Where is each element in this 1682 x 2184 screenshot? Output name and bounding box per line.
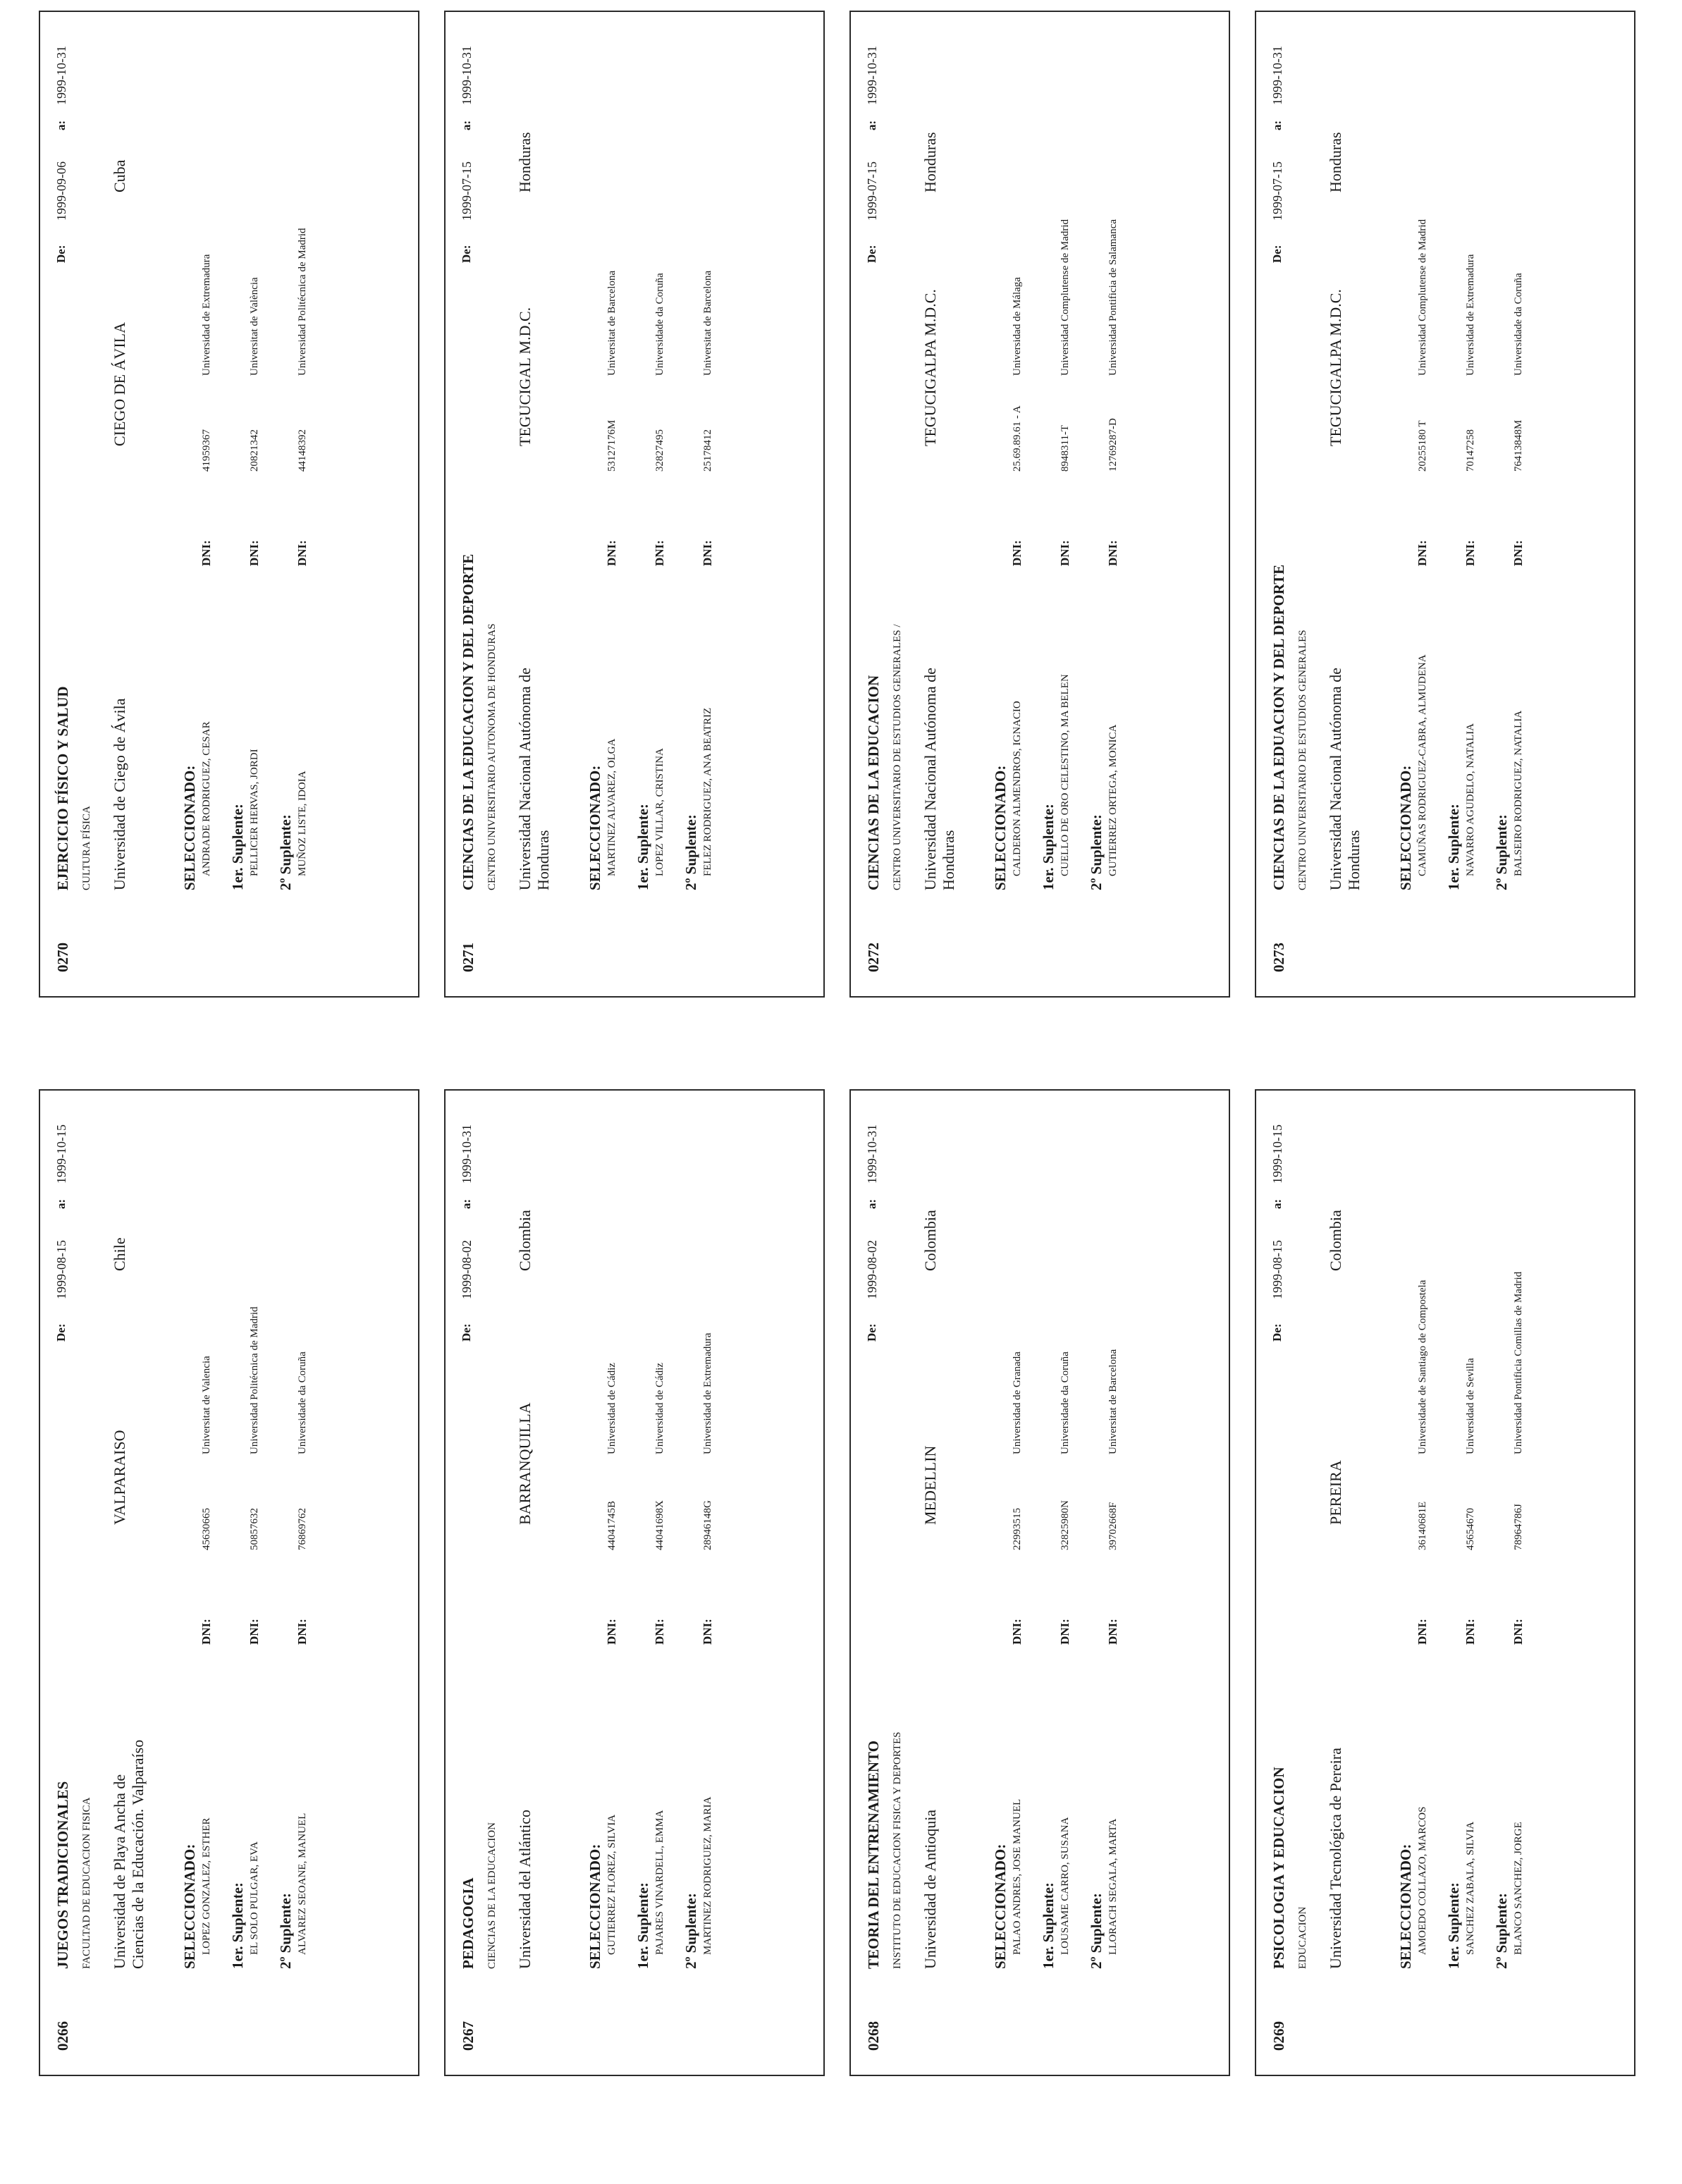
allocation-card-0266 [39, 1089, 419, 2076]
dni-label: DNI: [1010, 540, 1024, 566]
second-substitute-name: BLANCO SANCHEZ, JORGE [1513, 1822, 1524, 1955]
course-title: CIENCIAS DE LA EDUACION Y DEL DEPORTE [1270, 564, 1287, 890]
first-substitute-name: NAVARRO AGUDELO, NATALIA [1465, 723, 1476, 876]
dni-value: 39702668F [1107, 1502, 1119, 1550]
from-date: 1999-09-06 [54, 161, 68, 221]
selected-label: SELECCIONADO: [992, 1843, 1009, 1969]
candidate-university: Universidad de Málaga [1012, 277, 1023, 376]
first-substitute-label: 1er. Suplente: [1445, 804, 1462, 890]
selected-name: CALDERON ALMENDROS, IGNACIO [1012, 701, 1023, 876]
allocation-card-0267 [444, 1089, 825, 2076]
first-substitute-label: 1er. Suplente: [1445, 1882, 1462, 1969]
allocation-card-0270 [39, 11, 419, 998]
dni-label: DNI: [653, 1619, 666, 1645]
candidate-university: Universidad Complutense de Madrid [1060, 219, 1071, 376]
dni-label: DNI: [295, 1619, 309, 1645]
from-date: 1999-08-02 [460, 1240, 474, 1299]
country: Chile [111, 1237, 128, 1271]
city: CIEGO DE ÁVILA [111, 322, 128, 446]
dni-label: DNI: [1058, 540, 1072, 566]
candidate-university: Universidad de Cádiz [654, 1363, 665, 1454]
faculty: EDUCACION [1297, 1906, 1308, 1969]
country: Colombia [1327, 1210, 1344, 1271]
candidate-university: Universitat de Barcelona [702, 270, 713, 376]
dni-label: DNI: [1511, 1619, 1525, 1645]
to-date: 1999-10-31 [460, 1124, 474, 1184]
second-substitute-name: BALSEIRO RODRIGUEZ, NATALIA [1513, 710, 1524, 876]
first-substitute-label: 1er. Suplente: [634, 1882, 651, 1969]
dni-label: DNI: [1511, 540, 1525, 566]
dni-value: 22993515 [1012, 1508, 1023, 1550]
host-university: Universidad Nacional Autónoma de Honduras [1327, 668, 1363, 890]
to-date: 1999-10-15 [1270, 1124, 1284, 1184]
to-label: a: [54, 120, 68, 130]
dni-value: 25178412 [702, 429, 713, 472]
allocation-card-0269 [1255, 1089, 1635, 2076]
dni-value: 50857632 [249, 1508, 260, 1550]
from-label: De: [865, 1323, 878, 1342]
city: MEDELLIN [921, 1445, 939, 1525]
to-label: a: [460, 1198, 473, 1209]
dni-value: 41959367 [201, 429, 212, 472]
dni-label: DNI: [1463, 540, 1477, 566]
dni-label: DNI: [653, 540, 666, 566]
card-code: 0272 [865, 943, 882, 972]
selected-name: ANDRADE RODRIGUEZ, CESAR [201, 721, 212, 876]
allocation-card-0268 [849, 1089, 1230, 2076]
selected-name: GUTIERREZ FLOREZ, SILVIA [606, 1814, 618, 1955]
dni-value: 70147258 [1465, 429, 1476, 472]
candidate-university: Universidad de Extremadura [702, 1332, 713, 1454]
second-substitute-name: LLORACH SEGALA, MARTA [1107, 1818, 1119, 1955]
dni-value: 32825980N [1060, 1500, 1071, 1550]
selected-label: SELECCIONADO: [587, 765, 603, 890]
dni-label: DNI: [1106, 1619, 1119, 1645]
candidate-university: Universidad de Cádiz [606, 1363, 618, 1454]
second-substitute-label: 2º Suplente: [682, 1893, 699, 1969]
second-substitute-label: 2º Suplente: [1493, 814, 1510, 890]
dni-label: DNI: [701, 540, 714, 566]
candidate-university: Universitat de Valencia [201, 1356, 212, 1454]
from-label: De: [1270, 245, 1284, 263]
first-substitute-name: SANCHEZ ZABALA, SILVIA [1465, 1821, 1476, 1955]
selected-label: SELECCIONADO: [181, 765, 198, 890]
first-substitute-label: 1er. Suplente: [1040, 1882, 1057, 1969]
second-substitute-label: 2º Suplente: [682, 814, 699, 890]
to-label: a: [865, 120, 878, 130]
from-label: De: [460, 1323, 473, 1342]
second-substitute-name: MUÑOZ LISTE, IDOIA [297, 771, 308, 876]
dni-value: 45654670 [1465, 1508, 1476, 1550]
city: BARRANQUILLA [516, 1402, 534, 1525]
first-substitute-name: PAJARES VINARDELL, EMMA [654, 1810, 665, 1955]
from-date: 1999-07-15 [460, 161, 474, 221]
dni-label: DNI: [605, 540, 618, 566]
faculty: CENTRO UNIVERSITARIO DE ESTUDIOS GENERALES / [892, 624, 903, 890]
dni-label: DNI: [1416, 1619, 1429, 1645]
to-date: 1999-10-31 [460, 46, 474, 105]
from-date: 1999-08-02 [865, 1240, 879, 1299]
faculty: CIENCIAS DE LA EDUCACION [486, 1822, 498, 1969]
first-substitute-name: PELLICER HERVAS, JORDI [249, 749, 260, 876]
course-title: JUEGOS TRADICIONALES [54, 1781, 71, 1969]
card-code: 0267 [460, 2021, 477, 2051]
selected-name: MARTINEZ ALVAREZ, OLGA [606, 738, 618, 876]
dni-value: 44041745B [606, 1500, 618, 1550]
host-university: Universidad Nacional Autónoma de Honduras [921, 668, 957, 890]
city: TEGUCIGAL M.D.C. [516, 307, 534, 446]
selected-name: PALAO ANDRES, JOSE MANUEL [1012, 1798, 1023, 1955]
dni-label: DNI: [1010, 1619, 1024, 1645]
city: VALPARAISO [111, 1430, 128, 1525]
faculty: CULTURA FÍSICA [81, 806, 92, 890]
host-university: Universidad de Ciego de Ávila [111, 698, 128, 890]
dni-label: DNI: [1416, 540, 1429, 566]
second-substitute-label: 2º Suplente: [277, 814, 294, 890]
dni-value: 44148392 [297, 429, 308, 472]
from-label: De: [54, 1323, 68, 1342]
dni-value: 20255180 T [1417, 420, 1428, 472]
faculty: FACULTAD DE EDUCACION FISICA [81, 1797, 92, 1969]
country: Honduras [516, 132, 534, 192]
second-substitute-name: MARTINEZ RODRIGUEZ, MARIA [702, 1796, 713, 1955]
first-substitute-name: LOUSAME CARRO, SUSANA [1060, 1817, 1071, 1955]
to-date: 1999-10-31 [865, 46, 879, 105]
to-label: a: [460, 120, 473, 130]
first-substitute-label: 1er. Suplente: [634, 804, 651, 890]
from-date: 1999-07-15 [1270, 161, 1284, 221]
dni-value: 45630665 [201, 1508, 212, 1550]
from-date: 1999-08-15 [54, 1240, 68, 1299]
country: Colombia [921, 1210, 939, 1271]
card-code: 0273 [1270, 943, 1287, 972]
from-label: De: [460, 245, 473, 263]
card-code: 0270 [54, 943, 71, 972]
to-date: 1999-10-31 [865, 1124, 879, 1184]
course-title: PEDAGOGIA [460, 1877, 477, 1969]
second-substitute-label: 2º Suplente: [1088, 1893, 1105, 1969]
first-substitute-label: 1er. Suplente: [229, 1882, 246, 1969]
dni-label: DNI: [1058, 1619, 1072, 1645]
dni-label: DNI: [1106, 540, 1119, 566]
faculty: INSTITUTO DE EDUCACION FISICA Y DEPORTES [892, 1731, 903, 1969]
host-university: Universidad Tecnológica de Pereira [1327, 1748, 1344, 1969]
dni-label: DNI: [295, 540, 309, 566]
dni-value: 25.69.89.61 - A [1012, 405, 1023, 472]
course-title: EJERCICIO FÍSICO Y SALUD [54, 686, 71, 890]
host-university: Universidad Nacional Autónoma de Honduras [516, 668, 552, 890]
candidate-university: Universidade da Coruña [1060, 1351, 1071, 1454]
first-substitute-name: LOPEZ VILLAR, CRISTINA [654, 748, 665, 876]
dni-value: 76869762 [297, 1508, 308, 1550]
country: Honduras [921, 132, 939, 192]
card-code: 0269 [1270, 2021, 1287, 2051]
candidate-university: Universidade da Coruña [654, 273, 665, 376]
second-substitute-label: 2º Suplente: [277, 1893, 294, 1969]
host-university: Universidad de Playa Ancha de Ciencias de la Educación. Valparaíso [111, 1739, 147, 1969]
candidate-university: Universidad Pontificia Comillas de Madrid [1513, 1271, 1524, 1454]
candidate-university: Universidad Complutense de Madrid [1417, 219, 1428, 376]
city: PEREIRA [1327, 1460, 1344, 1525]
selected-label: SELECCIONADO: [587, 1843, 603, 1969]
allocation-card-0271 [444, 11, 825, 998]
allocation-card-0272 [849, 11, 1230, 998]
candidate-university: Universidad de Extremadura [201, 254, 212, 376]
dni-value: 28946148G [702, 1500, 713, 1550]
dni-label: DNI: [247, 1619, 261, 1645]
second-substitute-name: FELEZ RODRIGUEZ, ANA BEATRIZ [702, 707, 713, 876]
dni-value: 78964786J [1513, 1504, 1524, 1550]
selected-name: AMOEDO COLLAZO, MARCOS [1417, 1806, 1428, 1955]
card-code: 0268 [865, 2021, 882, 2051]
selected-label: SELECCIONADO: [992, 765, 1009, 890]
to-date: 1999-10-31 [1270, 46, 1284, 105]
country: Colombia [516, 1210, 534, 1271]
to-label: a: [54, 1198, 68, 1209]
dni-label: DNI: [605, 1619, 618, 1645]
host-university: Universidad de Antioquia [921, 1809, 939, 1969]
dni-label: DNI: [1463, 1619, 1477, 1645]
dni-label: DNI: [199, 1619, 213, 1645]
dni-value: 32827495 [654, 429, 665, 472]
from-date: 1999-08-15 [1270, 1240, 1284, 1299]
first-substitute-name: CUELLO DE ORO CELESTINO, MA BELEN [1060, 674, 1071, 876]
course-title: CIENCIAS DE LA EDUCACION Y DEL DEPORTE [460, 553, 477, 890]
course-title: CIENCIAS DE LA EDUCACION [865, 675, 882, 890]
from-label: De: [54, 245, 68, 263]
candidate-university: Universitat de Barcelona [1107, 1349, 1119, 1454]
course-title: PSICOLOGIA Y EDUCACION [1270, 1767, 1287, 1969]
country: Cuba [111, 159, 128, 192]
faculty: CENTRO UNIVERSITARIO AUTONOMA DE HONDURAS [486, 623, 498, 890]
first-substitute-label: 1er. Suplente: [229, 804, 246, 890]
first-substitute-name: EL SOLO PULGAR, EVA [249, 1841, 260, 1955]
candidate-university: Universidad de Sevilla [1465, 1358, 1476, 1454]
allocation-card-0273 [1255, 11, 1635, 998]
city: TEGUCIGALPA M.D.C. [921, 289, 939, 446]
dni-value: 36140681E [1417, 1501, 1428, 1550]
dni-value: 53127176M [606, 419, 618, 472]
candidate-university: Universidad Politécnica de Madrid [249, 1306, 260, 1454]
to-date: 1999-10-15 [54, 1124, 68, 1184]
to-label: a: [865, 1198, 878, 1209]
from-date: 1999-07-15 [865, 161, 879, 221]
dni-value: 8948311-T [1060, 424, 1071, 472]
second-substitute-name: GUTIERREZ ORTEGA, MONICA [1107, 724, 1119, 876]
candidate-university: Universitat de Barcelona [606, 270, 618, 376]
from-label: De: [1270, 1323, 1284, 1342]
dni-label: DNI: [247, 540, 261, 566]
dni-label: DNI: [701, 1619, 714, 1645]
dni-value: 12769287-D [1107, 418, 1119, 472]
candidate-university: Universidad de Extremadura [1465, 254, 1476, 376]
candidate-university: Universidad Pontificia de Salamanca [1107, 219, 1119, 376]
selected-label: SELECCIONADO: [1397, 1843, 1414, 1969]
selected-label: SELECCIONADO: [1397, 765, 1414, 890]
dni-value: 44041698X [654, 1500, 665, 1550]
candidate-university: Universidade de Santiago de Compostela [1417, 1280, 1428, 1454]
card-code: 0271 [460, 943, 477, 972]
faculty: CENTRO UNIVERSITARIO DE ESTUDIOS GENERALES [1297, 630, 1308, 890]
selected-name: CAMUÑAS RODRIGUEZ-CABRA, ALMUDENA [1417, 654, 1428, 876]
candidate-university: Universidade da Coruña [297, 1351, 308, 1454]
dni-value: 76413848M [1513, 419, 1524, 472]
dni-value: 20821342 [249, 429, 260, 472]
selected-label: SELECCIONADO: [181, 1843, 198, 1969]
selected-name: LOPEZ GONZALEZ, ESTHER [201, 1817, 212, 1955]
second-substitute-label: 2º Suplente: [1493, 1893, 1510, 1969]
candidate-university: Universidad de Granada [1012, 1351, 1023, 1454]
from-label: De: [865, 245, 878, 263]
candidate-university: Universidad Politécnica de Madrid [297, 228, 308, 376]
candidate-university: Universidade da Coruña [1513, 273, 1524, 376]
dni-label: DNI: [199, 540, 213, 566]
to-date: 1999-10-31 [54, 46, 68, 105]
to-label: a: [1270, 1198, 1284, 1209]
second-substitute-label: 2º Suplente: [1088, 814, 1105, 890]
country: Honduras [1327, 132, 1344, 192]
to-label: a: [1270, 120, 1284, 130]
host-university: Universidad del Atlántico [516, 1809, 534, 1969]
city: TEGUCIGALPA M.D.C. [1327, 289, 1344, 446]
course-title: TEORIA DEL ENTRENAMIENTO [865, 1740, 882, 1969]
card-code: 0266 [54, 2021, 71, 2051]
first-substitute-label: 1er. Suplente: [1040, 804, 1057, 890]
candidate-university: Universitat de València [249, 277, 260, 376]
second-substitute-name: ALVAREZ SEOANE, MANUEL [297, 1812, 308, 1955]
